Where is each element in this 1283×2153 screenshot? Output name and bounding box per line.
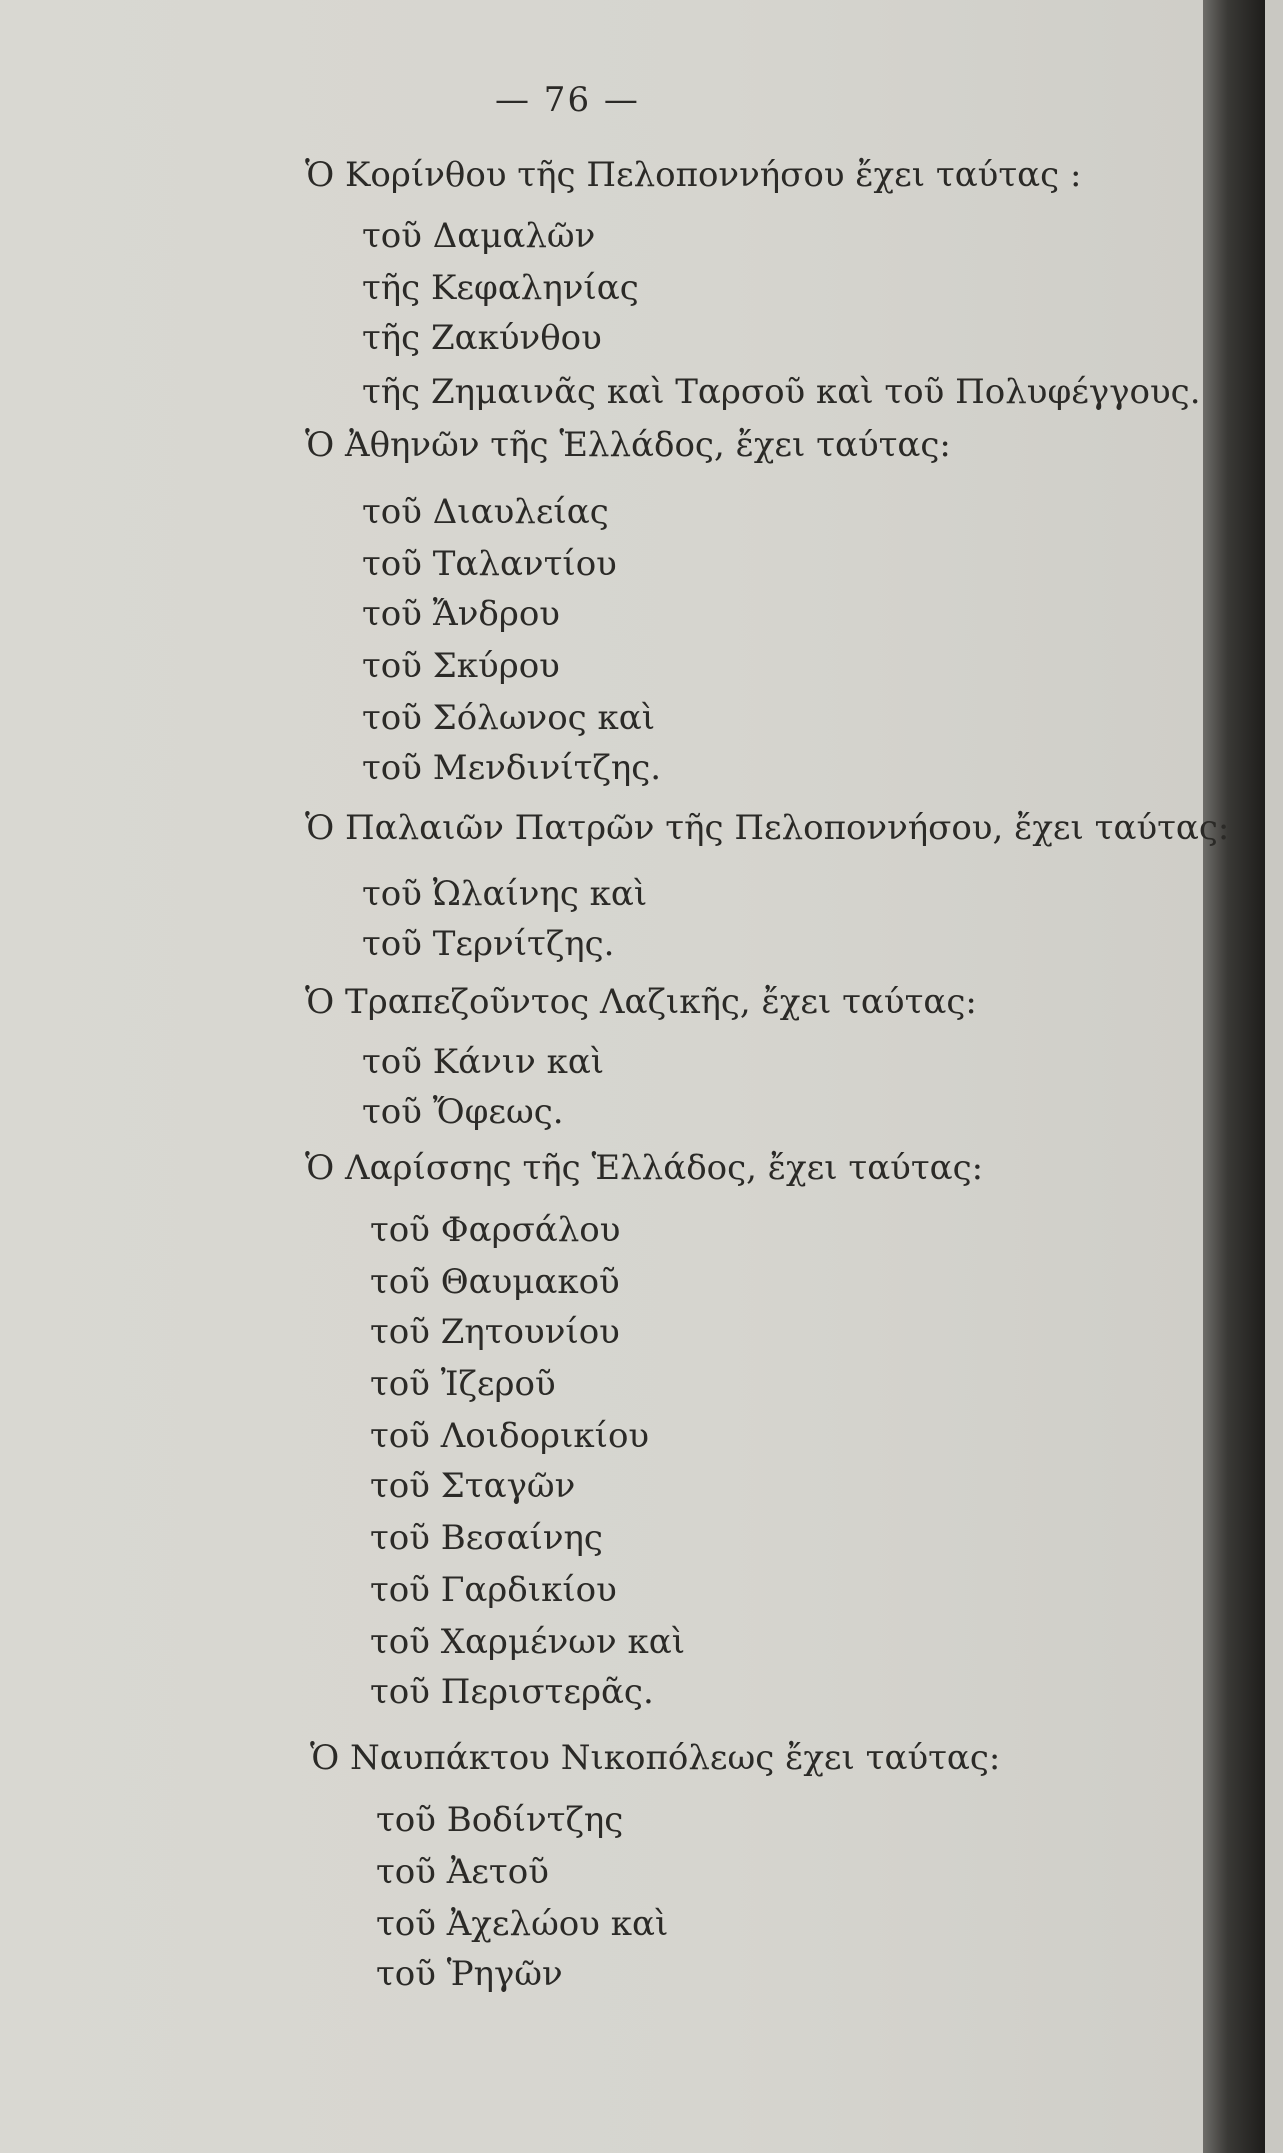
list-item: τοῦ Ὄφεως. xyxy=(362,1092,564,1132)
section-heading-palaion-patron: Ὁ Παλαιῶν Πατρῶν τῆς Πελοποννήσου, ἔχει ταύτας: xyxy=(305,808,1230,848)
list-item: τοῦ Χαρμένων καὶ xyxy=(370,1622,686,1662)
section-heading-athinon: Ὁ Ἀθηνῶν τῆς Ἑλλάδος, ἔχει ταύτας: xyxy=(305,425,951,465)
list-item: τοῦ Ἀετοῦ xyxy=(376,1852,549,1892)
list-item: τοῦ Σκύρου xyxy=(362,646,560,686)
list-item: τοῦ Φαρσάλου xyxy=(370,1210,621,1250)
list-item: τῆς Κεφαληνίας xyxy=(362,268,639,308)
book-spine-gutter xyxy=(1203,0,1265,2153)
list-item: τοῦ Βεσαίνης xyxy=(370,1518,603,1558)
list-item: τοῦ Ἄνδρου xyxy=(362,594,560,634)
list-item: τοῦ Δαμαλῶν xyxy=(362,216,596,256)
list-item: τοῦ Λοιδορικίου xyxy=(370,1416,650,1456)
list-item: τῆς Ζακύνθου xyxy=(362,318,602,358)
section-heading-naupaktou: Ὁ Ναυπάκτου Νικοπόλεως ἔχει ταύτας: xyxy=(310,1738,1001,1778)
list-item: τοῦ Ὠλαίνης καὶ xyxy=(362,874,648,914)
list-item: τοῦ Μενδινίτζης. xyxy=(362,748,662,788)
section-heading-larissis: Ὁ Λαρίσσης τῆς Ἑλλάδος, ἔχει ταύτας: xyxy=(305,1148,984,1188)
list-item: τοῦ Κάνιν καὶ xyxy=(362,1042,605,1082)
list-item: τοῦ Σόλωνος καὶ xyxy=(362,698,656,738)
list-item: τοῦ Βοδίντζης xyxy=(376,1800,624,1840)
list-item: τοῦ Ῥηγῶν xyxy=(376,1954,563,1994)
list-item: τῆς Ζημαινᾶς καὶ Ταρσοῦ καὶ τοῦ Πολυφέγγους. xyxy=(362,372,1201,412)
list-item: τοῦ Ἀχελώου καὶ xyxy=(376,1904,669,1944)
section-heading-trapezountos: Ὁ Τραπεζοῦντος Λαζικῆς, ἔχει ταύτας: xyxy=(305,982,977,1022)
list-item: τοῦ Γαρδικίου xyxy=(370,1570,617,1610)
list-item: τοῦ Τερνίτζης. xyxy=(362,924,615,964)
list-item: τοῦ Διαυλείας xyxy=(362,492,609,532)
page-edge xyxy=(1265,0,1283,2153)
section-heading-korinthou: Ὁ Κορίνθου τῆς Πελοποννήσου ἔχει ταύτας : xyxy=(305,155,1082,195)
list-item: τοῦ Ἰζεροῦ xyxy=(370,1364,556,1404)
list-item: τοῦ Ζητουνίου xyxy=(370,1312,620,1352)
list-item: τοῦ Θαυμακοῦ xyxy=(370,1262,620,1302)
list-item: τοῦ Σταγῶν xyxy=(370,1466,576,1506)
list-item: τοῦ Ταλαντίου xyxy=(362,544,617,584)
page-number: — 76 — xyxy=(495,80,640,120)
list-item: τοῦ Περιστερᾶς. xyxy=(370,1672,654,1712)
